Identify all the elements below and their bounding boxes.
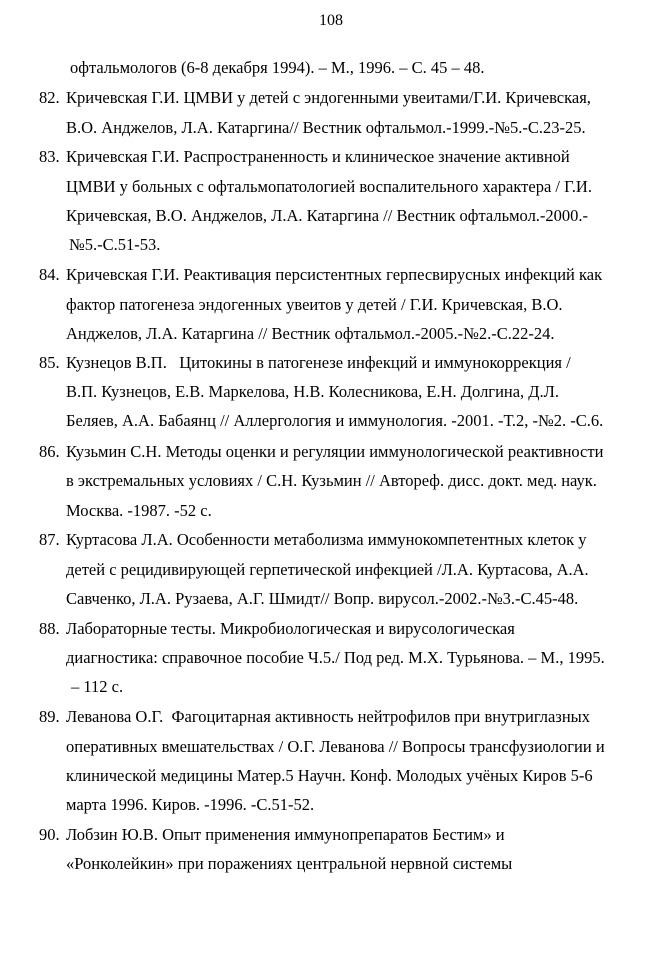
reference-number: 84. (39, 265, 60, 284)
reference-line: Беляев, А.А. Бабаянц // Аллергология и иммунология. -2001. -Т.2, -№2. -С.6. (66, 411, 604, 430)
reference-number: 86. (39, 442, 60, 461)
reference-line: в экстремальных условиях / С.Н. Кузьмин // Автореф. дисс. докт. мед. наук. (66, 471, 597, 490)
reference-line: Москва. -1987. -52 с. (66, 501, 212, 520)
reference-line: В.П. Кузнецов, Е.В. Маркелова, Н.В. Колесникова, Е.Н. Долгина, Д.Л. (66, 382, 559, 401)
reference-line: оперативных вмешательствах / О.Г. Леванова // Вопросы трансфузиологии и (66, 737, 605, 756)
reference-number: 88. (39, 619, 60, 638)
reference-line: фактор патогенеза эндогенных увеитов у детей / Г.И. Кричевская, В.О. (66, 295, 563, 314)
reference-line: детей с рецидивирующей герпетической инфекцией /Л.А. Куртасова, А.А. (66, 560, 589, 579)
reference-line: диагностика: справочное пособие Ч.5./ Под ред. М.Х. Турьянова. – М., 1995. (66, 648, 605, 667)
page-number: 108 (319, 12, 343, 29)
reference-line: клинической медицины Матер.5 Научн. Конф. Молодых учёных Киров 5-6 (66, 766, 593, 785)
reference-number: 82. (39, 88, 60, 107)
reference-number: 90. (39, 825, 60, 844)
reference-line: Кричевская Г.И. Реактивация персистентных герпесвирусных инфекций как (66, 265, 603, 284)
reference-line: Кричевская Г.И. Распространенность и клиническое значение активной (66, 147, 570, 166)
reference-number: 87. (39, 530, 60, 549)
reference-line: Кузнецов В.П. Цитокины в патогенезе инфекций и иммунокоррекция / (66, 353, 571, 372)
reference-number: 89. (39, 707, 60, 726)
reference-line: №5.-С.51-53. (69, 235, 161, 254)
reference-line: В.О. Анджелов, Л.А. Катаргина// Вестник офтальмол.-1999.-№5.-С.23-25. (66, 118, 586, 137)
reference-line: Леванова О.Г. Фагоцитарная активность нейтрофилов при внутриглазных (66, 707, 590, 726)
reference-line: Лобзин Ю.В. Опыт применения иммунопрепаратов Бестим» и (66, 825, 505, 844)
reference-line: Кричевская Г.И. ЦМВИ у детей с эндогенными увеитами/Г.И. Кричевская, (66, 88, 591, 107)
reference-line: Лабораторные тесты. Микробиологическая и вирусологическая (66, 619, 515, 638)
reference-line: Кузьмин С.Н. Методы оценки и регуляции иммунологической реактивности (66, 442, 604, 461)
reference-line: Кричевская, В.О. Анджелов, Л.А. Катаргина // Вестник офтальмол.-2000.- (66, 206, 589, 225)
reference-line: офтальмологов (6-8 декабря 1994). – М., 1996. – С. 45 – 48. (70, 58, 485, 77)
reference-number: 85. (39, 353, 60, 372)
reference-line: ЦМВИ у больных с офтальмопатологией воспалительного характера / Г.И. (66, 177, 592, 196)
reference-line: «Ронколейкин» при поражениях центральной нервной системы (66, 854, 513, 873)
reference-line: Анджелов, Л.А. Катаргина // Вестник офтальмол.-2005.-№2.-С.22-24. (66, 324, 555, 343)
reference-number: 83. (39, 147, 60, 166)
reference-line: – 112 с. (71, 677, 124, 696)
reference-line: Савченко, Л.А. Рузаева, А.Г. Шмидт// Вопр. вирусол.-2002.-№3.-С.45-48. (66, 589, 579, 608)
reference-line: марта 1996. Киров. -1996. -С.51-52. (66, 795, 315, 814)
reference-line: Куртасова Л.А. Особенности метаболизма иммунокомпетентных клеток у (66, 530, 587, 549)
